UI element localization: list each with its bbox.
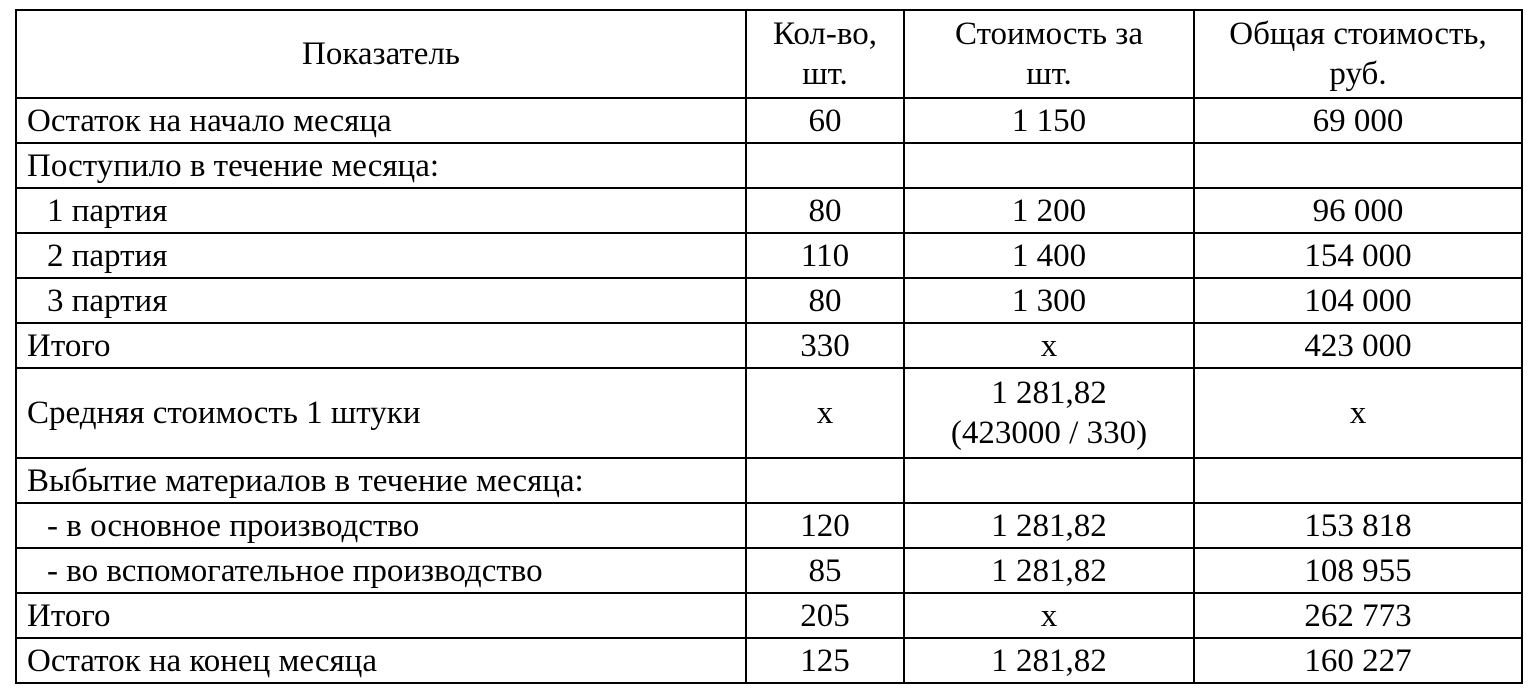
row-total-cost <box>1194 458 1522 503</box>
row-quantity: 205 <box>746 593 904 638</box>
table-row <box>16 458 1522 503</box>
row-quantity: 85 <box>746 548 904 593</box>
row-total-cost: 153 818 <box>1194 503 1522 548</box>
table-row <box>16 368 1522 458</box>
row-total-cost: х <box>1194 368 1522 458</box>
header-total-cost <box>1194 10 1522 98</box>
row-quantity <box>746 458 904 503</box>
row-label: Итого <box>16 593 746 638</box>
row-unit-cost: 1 300 <box>904 278 1194 323</box>
header-quantity <box>746 10 904 98</box>
row-quantity: х <box>746 368 904 458</box>
table-row <box>16 638 1522 683</box>
row-unit-cost <box>904 143 1194 188</box>
row-unit-cost: 1 281,82 <box>904 638 1194 683</box>
row-quantity: 120 <box>746 503 904 548</box>
row-label: 3 партия <box>16 278 746 323</box>
row-quantity: 330 <box>746 323 904 368</box>
row-unit-cost: 1 400 <box>904 233 1194 278</box>
row-unit-cost: 1 150 <box>904 98 1194 143</box>
table-row <box>16 593 1522 638</box>
row-label: Средняя стоимость 1 штуки <box>16 368 746 458</box>
row-label: - в основное производство <box>16 503 746 548</box>
header-unit-cost-line1: Стоимость за <box>955 16 1143 52</box>
table-row <box>16 233 1522 278</box>
row-quantity: 80 <box>746 278 904 323</box>
row-total-cost: 154 000 <box>1194 233 1522 278</box>
average-cost-formula: (423000 / 330) <box>950 415 1148 451</box>
row-unit-cost <box>904 458 1194 503</box>
table-row <box>16 548 1522 593</box>
row-label: Остаток на конец месяца <box>16 638 746 683</box>
table-row <box>16 503 1522 548</box>
row-label: Поступило в течение месяца: <box>16 143 746 188</box>
row-label: Итого <box>16 323 746 368</box>
header-quantity-line2: шт. <box>802 56 848 92</box>
row-total-cost: 69 000 <box>1194 98 1522 143</box>
row-quantity: 110 <box>746 233 904 278</box>
row-total-cost: 96 000 <box>1194 188 1522 233</box>
row-quantity: 80 <box>746 188 904 233</box>
row-total-cost: 160 227 <box>1194 638 1522 683</box>
table-row <box>16 323 1522 368</box>
row-total-cost: 104 000 <box>1194 278 1522 323</box>
row-unit-cost: 1 200 <box>904 188 1194 233</box>
row-total-cost: 262 773 <box>1194 593 1522 638</box>
row-unit-cost: 1 281,82 <box>904 503 1194 548</box>
header-quantity-line1: Кол-во, <box>773 16 877 52</box>
header-unit-cost-line2: шт. <box>1026 56 1072 92</box>
row-label: - во вспомогательное производство <box>16 548 746 593</box>
header-row <box>16 10 1522 98</box>
row-unit-cost <box>904 368 1194 458</box>
table-row <box>16 143 1522 188</box>
row-label: Остаток на начало месяца <box>16 98 746 143</box>
table-row <box>16 278 1522 323</box>
table-row <box>16 188 1522 233</box>
row-label: Выбытие материалов в течение месяца: <box>16 458 746 503</box>
row-quantity <box>746 143 904 188</box>
header-total-cost-line1: Общая стоимость, <box>1229 16 1487 52</box>
row-unit-cost: х <box>904 593 1194 638</box>
row-quantity: 60 <box>746 98 904 143</box>
header-total-cost-line2: руб. <box>1329 56 1387 92</box>
row-label: 2 партия <box>16 233 746 278</box>
row-quantity: 125 <box>746 638 904 683</box>
row-unit-cost: 1 281,82 <box>904 548 1194 593</box>
table-row <box>16 98 1522 143</box>
row-label: 1 партия <box>16 188 746 233</box>
row-unit-cost: х <box>904 323 1194 368</box>
header-unit-cost <box>904 10 1194 98</box>
row-total-cost: 423 000 <box>1194 323 1522 368</box>
row-total-cost <box>1194 143 1522 188</box>
row-total-cost: 108 955 <box>1194 548 1522 593</box>
materials-table <box>15 9 1523 684</box>
average-cost-value: 1 281,82 <box>991 375 1107 411</box>
header-indicator: Показатель <box>16 10 746 98</box>
